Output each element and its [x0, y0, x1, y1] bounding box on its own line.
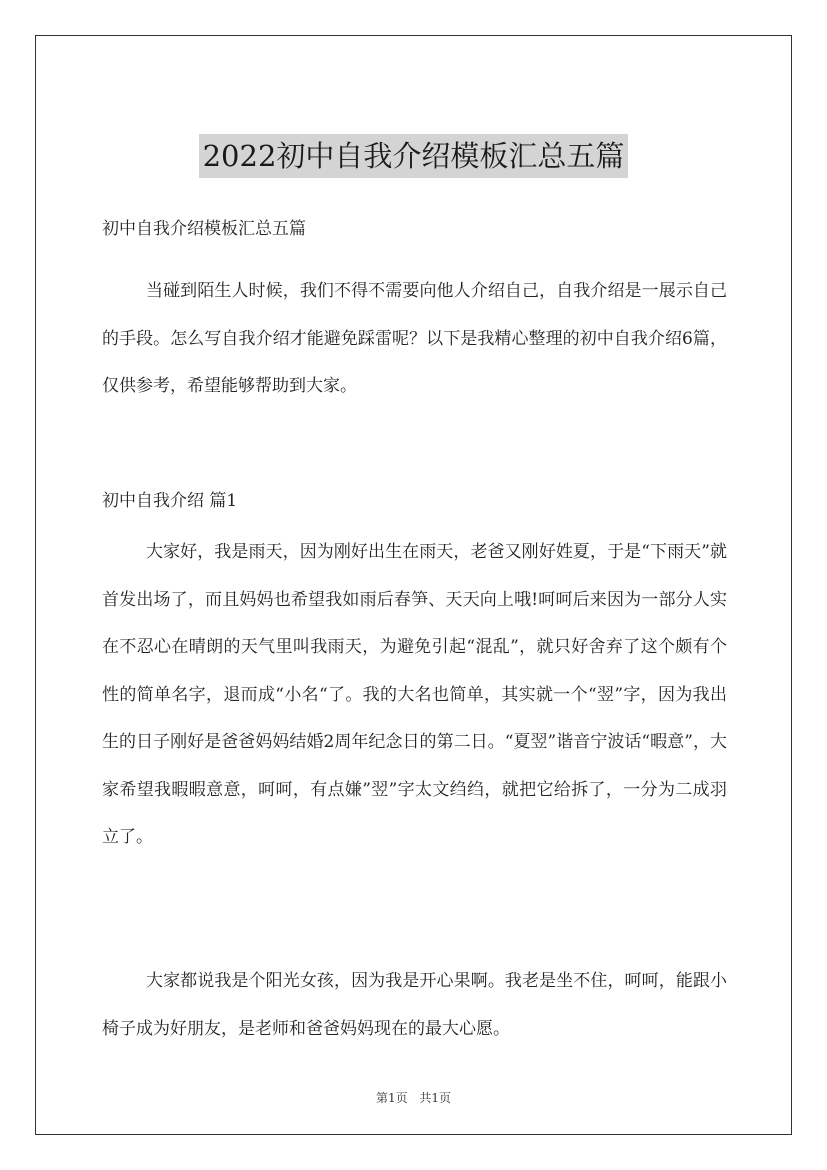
body-paragraph-1: 大家好，我是雨天，因为刚好出生在雨天，老爸又刚好姓夏，于是“下雨天”就首发出场了，而且妈妈也希望我如雨后春笋、天天向上哦!呵呵后来因为一部分人实在不忍心在晴朗的天气里叫我雨天，为避免引起“混乱”，就只好舍弃了这个颇有个性的简单名字，退而成“小名“了。我的大名也简单，其实就一个“翌”字，因为我出生的日子刚好是爸爸妈妈结婚2周年纪念日的第二日。“夏翌”谐音宁波话“暇意”，大家希望我暇暇意意，呵呵，有点嫌”翌”字太文绉绉，就把它给拆了，一分为二成羽立了。 [102, 542, 727, 847]
intro-paragraph: 当碰到陌生人时候，我们不得不需要向他人介绍自己，自我介绍是一展示自己的手段。怎么写自我介绍才能避免踩雷呢？以下是我精心整理的初中自我介绍6篇，仅供参考，希望能够帮助到大家。 [102, 281, 727, 396]
document-subtitle: 初中自我介绍模板汇总五篇 [102, 219, 306, 239]
title-wrapper [36, 134, 791, 178]
page-total: 共1页 [419, 1091, 452, 1105]
page-number: 第1页 [375, 1091, 408, 1105]
page-footer [36, 1089, 791, 1106]
document-title: 2022初中自我介绍模板汇总五篇 [199, 134, 629, 178]
document-page [35, 35, 792, 1135]
section-heading: 初中自我介绍 篇1 [102, 491, 238, 511]
body-paragraph-2: 大家都说我是个阳光女孩，因为我是开心果啊。我老是坐不住，呵呵，能跟小椅子成为好朋友，是老师和爸爸妈妈现在的最大心愿。 [102, 971, 727, 1039]
